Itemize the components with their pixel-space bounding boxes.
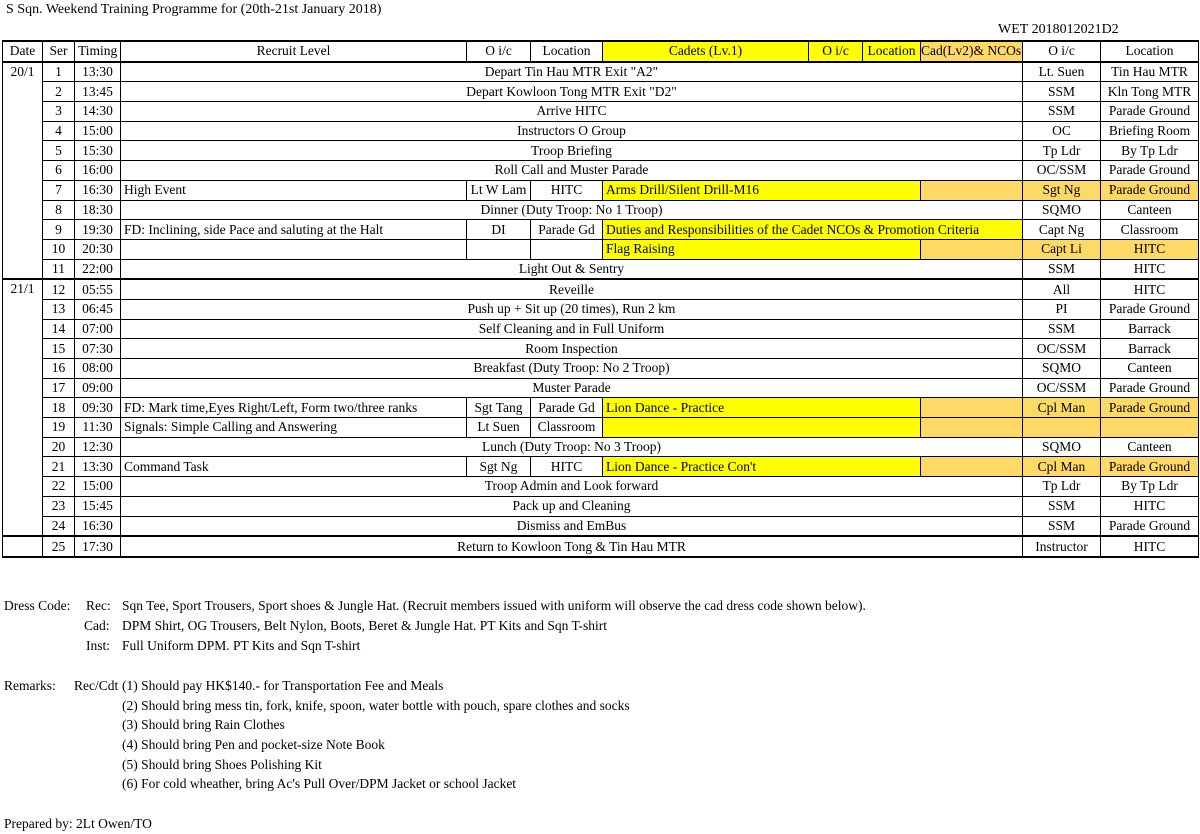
location-cell: HITC [1101, 496, 1199, 516]
prepared-by: Prepared by: 2Lt Owen/TO [4, 816, 152, 831]
cadet-activity-cell: Lion Dance - Practice [603, 398, 921, 418]
location-cell: Parade Ground [1101, 378, 1199, 398]
table-row [3, 516, 1199, 536]
activity-cell: Depart Tin Hau MTR Exit "A2" [121, 62, 1023, 82]
oic-cell: SSM [1023, 82, 1101, 102]
activity-cell: Troop Briefing [121, 141, 1023, 161]
recruit-oic-cell: Sgt Tang [467, 398, 531, 418]
time-cell: 18:30 [75, 200, 121, 220]
nco-activity-cell [921, 398, 1023, 418]
table-header-row [3, 41, 1199, 62]
activity-cell: Depart Kowloon Tong MTR Exit "D2" [121, 82, 1023, 102]
oic-cell: SQMO [1023, 359, 1101, 379]
time-cell: 06:45 [75, 299, 121, 319]
table-row [3, 141, 1199, 161]
activity-cell: Light Out & Sentry [121, 259, 1023, 279]
cadet-activity-cell: Duties and Responsibilities of the Cadet NCOs & Promotion Criteria [603, 220, 1023, 240]
header-nco: Cad(Lv2)& NCOs [921, 41, 1023, 62]
table-row [3, 536, 1199, 557]
location-cell: Parade Ground [1101, 516, 1199, 536]
activity-cell: Instructors O Group [121, 121, 1023, 141]
cadet-activity-cell [603, 418, 921, 438]
oic-cell: OC/SSM [1023, 339, 1101, 359]
ser-cell: 21 [43, 457, 75, 477]
time-cell: 05:55 [75, 279, 121, 299]
activity-cell: Breakfast (Duty Troop: No 2 Troop) [121, 359, 1023, 379]
table-row [3, 180, 1199, 200]
remark-item: (2) Should bring mess tin, fork, knife, spoon, water bottle with pouch, spare clothes and socks [122, 698, 630, 713]
dress-code-inst: Full Uniform DPM. PT Kits and Sqn T-shirt [122, 638, 361, 653]
oic-cell: Capt Ng [1023, 220, 1101, 240]
ser-cell: 6 [43, 161, 75, 181]
activity-cell: Push up + Sit up (20 times), Run 2 km [121, 299, 1023, 319]
location-cell: Parade Ground [1101, 398, 1199, 418]
activity-cell: Pack up and Cleaning [121, 496, 1023, 516]
dress-code-inst-label: Inst: [86, 638, 111, 653]
location-cell: Barrack [1101, 319, 1199, 339]
recruit-location-cell [531, 239, 603, 259]
remarks-label: Remarks: [4, 678, 56, 693]
location-cell: By Tp Ldr [1101, 141, 1199, 161]
location-cell: HITC [1101, 259, 1199, 279]
recruit-activity-cell: High Event [121, 180, 467, 200]
time-cell: 13:30 [75, 62, 121, 82]
oic-cell: Lt. Suen [1023, 62, 1101, 82]
time-cell: 15:00 [75, 477, 121, 497]
oic-cell: SQMO [1023, 437, 1101, 457]
table-row [3, 220, 1199, 240]
oic-cell: SSM [1023, 496, 1101, 516]
location-cell: Canteen [1101, 437, 1199, 457]
cadet-activity-cell: Lion Dance - Practice Con't [603, 457, 921, 477]
ser-cell: 5 [43, 141, 75, 161]
recruit-oic-cell: Lt Suen [467, 418, 531, 438]
nco-activity-cell [921, 418, 1023, 438]
table-row [3, 496, 1199, 516]
oic-cell: SSM [1023, 259, 1101, 279]
oic-cell: SSM [1023, 102, 1101, 122]
activity-cell: Room Inspection [121, 339, 1023, 359]
activity-cell: Dinner (Duty Troop: No 1 Troop) [121, 200, 1023, 220]
recruit-activity-cell: Signals: Simple Calling and Answering [121, 418, 467, 438]
header-recruit-level: Recruit Level [121, 41, 467, 62]
table-row [3, 398, 1199, 418]
location-cell: Briefing Room [1101, 121, 1199, 141]
header-cadet-location: Location [863, 41, 921, 62]
date-cell-empty [3, 536, 43, 557]
dress-code-cad: DPM Shirt, OG Trousers, Belt Nylon, Boots, Beret & Jungle Hat. PT Kits and Sqn T-shirt [122, 618, 608, 633]
table-row [3, 418, 1199, 438]
ser-cell: 14 [43, 319, 75, 339]
remark-item: (4) Should bring Pen and pocket-size Note Book [122, 737, 385, 752]
time-cell: 07:00 [75, 319, 121, 339]
time-cell: 19:30 [75, 220, 121, 240]
oic-cell: OC [1023, 121, 1101, 141]
location-cell: Canteen [1101, 200, 1199, 220]
table-row [3, 121, 1199, 141]
ser-cell: 7 [43, 180, 75, 200]
time-cell: 11:30 [75, 418, 121, 438]
recruit-location-cell: Parade Gd [531, 220, 603, 240]
table-row [3, 279, 1199, 299]
nco-activity-cell [921, 239, 1023, 259]
dress-code-label: Dress Code: [4, 598, 71, 613]
location-cell: HITC [1101, 536, 1199, 557]
oic-cell: Cpl Man [1023, 398, 1101, 418]
header-date: Date [3, 41, 43, 62]
time-cell: 09:30 [75, 398, 121, 418]
table-row [3, 339, 1199, 359]
activity-cell: Self Cleaning and in Full Uniform [121, 319, 1023, 339]
ser-cell: 1 [43, 62, 75, 82]
header-recruit-oic: O i/c [467, 41, 531, 62]
activity-cell: Return to Kowloon Tong & Tin Hau MTR [121, 536, 1023, 557]
dress-code-rec-label: Rec: [86, 598, 111, 613]
ser-cell: 19 [43, 418, 75, 438]
time-cell: 16:30 [75, 516, 121, 536]
location-cell: Barrack [1101, 339, 1199, 359]
oic-cell [1023, 418, 1101, 438]
ser-cell: 18 [43, 398, 75, 418]
ser-cell: 22 [43, 477, 75, 497]
oic-cell: Tp Ldr [1023, 141, 1101, 161]
table-row [3, 359, 1199, 379]
time-cell: 15:45 [75, 496, 121, 516]
date-cell-day2: 21/1 [3, 279, 43, 536]
remarks-sub-label: Rec/Cdt [74, 678, 119, 693]
location-cell: Canteen [1101, 359, 1199, 379]
ser-cell: 2 [43, 82, 75, 102]
ser-cell: 24 [43, 516, 75, 536]
table-row [3, 319, 1199, 339]
oic-cell: Capt Li [1023, 239, 1101, 259]
remark-item: (1) Should pay HK$140.- for Transportation Fee and Meals [122, 678, 444, 693]
cadet-activity-cell: Arms Drill/Silent Drill-M16 [603, 180, 921, 200]
ser-cell: 12 [43, 279, 75, 299]
remark-item: (6) For cold wheather, bring Ac's Pull Over/DPM Jacket or school Jacket [122, 776, 517, 791]
table-row [3, 437, 1199, 457]
location-cell: Parade Ground [1101, 161, 1199, 181]
activity-cell: Arrive HITC [121, 102, 1023, 122]
header-location: Location [1101, 41, 1199, 62]
recruit-oic-cell: Sgt Ng [467, 457, 531, 477]
recruit-location-cell: HITC [531, 180, 603, 200]
schedule-table [2, 40, 1199, 558]
location-cell: HITC [1101, 239, 1199, 259]
time-cell: 15:00 [75, 121, 121, 141]
ser-cell: 3 [43, 102, 75, 122]
ser-cell: 9 [43, 220, 75, 240]
recruit-activity-cell: FD: Mark time,Eyes Right/Left, Form two/three ranks [121, 398, 467, 418]
ser-cell: 13 [43, 299, 75, 319]
cadet-activity-cell: Flag Raising [603, 239, 921, 259]
table-row [3, 161, 1199, 181]
recruit-oic-cell [467, 239, 531, 259]
activity-cell: Troop Admin and Look forward [121, 477, 1023, 497]
location-cell: Parade Ground [1101, 102, 1199, 122]
header-oic: O i/c [1023, 41, 1101, 62]
activity-cell: Dismiss and EmBus [121, 516, 1023, 536]
table-row [3, 62, 1199, 82]
activity-cell: Roll Call and Muster Parade [121, 161, 1023, 181]
recruit-activity-cell: Command Task [121, 457, 467, 477]
location-cell: HITC [1101, 279, 1199, 299]
ser-cell: 15 [43, 339, 75, 359]
oic-cell: SQMO [1023, 200, 1101, 220]
time-cell: 17:30 [75, 536, 121, 557]
table-row [3, 378, 1199, 398]
time-cell: 16:00 [75, 161, 121, 181]
location-cell: Parade Ground [1101, 457, 1199, 477]
oic-cell: Cpl Man [1023, 457, 1101, 477]
time-cell: 22:00 [75, 259, 121, 279]
recruit-oic-cell: Lt W Lam [467, 180, 531, 200]
activity-cell: Reveille [121, 279, 1023, 299]
ser-cell: 20 [43, 437, 75, 457]
location-cell: Tin Hau MTR [1101, 62, 1199, 82]
recruit-oic-cell: DI [467, 220, 531, 240]
header-timing: Timing [75, 41, 121, 62]
location-cell: Parade Ground [1101, 299, 1199, 319]
recruit-location-cell: Parade Gd [531, 398, 603, 418]
table-row [3, 457, 1199, 477]
ser-cell: 25 [43, 536, 75, 557]
oic-cell: All [1023, 279, 1101, 299]
recruit-activity-cell [121, 239, 467, 259]
recruit-activity-cell: FD: Inclining, side Pace and saluting at the Halt [121, 220, 467, 240]
ser-cell: 23 [43, 496, 75, 516]
oic-cell: Tp Ldr [1023, 477, 1101, 497]
oic-cell: PI [1023, 299, 1101, 319]
oic-cell: Sgt Ng [1023, 180, 1101, 200]
time-cell: 13:30 [75, 457, 121, 477]
location-cell: Parade Ground [1101, 180, 1199, 200]
nco-activity-cell [921, 180, 1023, 200]
recruit-location-cell: HITC [531, 457, 603, 477]
activity-cell: Lunch (Duty Troop: No 3 Troop) [121, 437, 1023, 457]
oic-cell: OC/SSM [1023, 378, 1101, 398]
location-cell: Classroom [1101, 220, 1199, 240]
table-row [3, 82, 1199, 102]
ser-cell: 17 [43, 378, 75, 398]
time-cell: 13:45 [75, 82, 121, 102]
ser-cell: 8 [43, 200, 75, 220]
oic-cell: SSM [1023, 516, 1101, 536]
location-cell: Kln Tong MTR [1101, 82, 1199, 102]
activity-cell: Muster Parade [121, 378, 1023, 398]
time-cell: 08:00 [75, 359, 121, 379]
oic-cell: OC/SSM [1023, 161, 1101, 181]
time-cell: 12:30 [75, 437, 121, 457]
time-cell: 16:30 [75, 180, 121, 200]
dress-code-cad-label: Cad: [84, 618, 110, 633]
oic-cell: SSM [1023, 319, 1101, 339]
table-row [3, 239, 1199, 259]
header-cadets: Cadets (Lv.1) [603, 41, 809, 62]
date-cell-day1: 20/1 [3, 62, 43, 280]
table-row [3, 299, 1199, 319]
document-reference: WET 2018012021D2 [998, 22, 1119, 37]
ser-cell: 11 [43, 259, 75, 279]
ser-cell: 16 [43, 359, 75, 379]
time-cell: 15:30 [75, 141, 121, 161]
table-row [3, 102, 1199, 122]
header-recruit-location: Location [531, 41, 603, 62]
location-cell: By Tp Ldr [1101, 477, 1199, 497]
table-row [3, 477, 1199, 497]
remark-item: (3) Should bring Rain Clothes [122, 717, 285, 732]
dress-code-rec: Sqn Tee, Sport Trousers, Sport shoes & Jungle Hat. (Recruit members issued with uniform will observe the cad dress code shown below). [122, 598, 866, 613]
time-cell: 09:00 [75, 378, 121, 398]
oic-cell: Instructor [1023, 536, 1101, 557]
ser-cell: 4 [43, 121, 75, 141]
time-cell: 14:30 [75, 102, 121, 122]
remark-item: (5) Should bring Shoes Polishing Kit [122, 757, 322, 772]
recruit-location-cell: Classroom [531, 418, 603, 438]
location-cell [1101, 418, 1199, 438]
time-cell: 07:30 [75, 339, 121, 359]
ser-cell: 10 [43, 239, 75, 259]
time-cell: 20:30 [75, 239, 121, 259]
page-title: S Sqn. Weekend Training Programme for (20th-21st January 2018) [6, 2, 382, 17]
header-cadet-oic: O i/c [809, 41, 863, 62]
table-row [3, 200, 1199, 220]
table-row [3, 259, 1199, 279]
nco-activity-cell [921, 457, 1023, 477]
header-ser: Ser [43, 41, 75, 62]
